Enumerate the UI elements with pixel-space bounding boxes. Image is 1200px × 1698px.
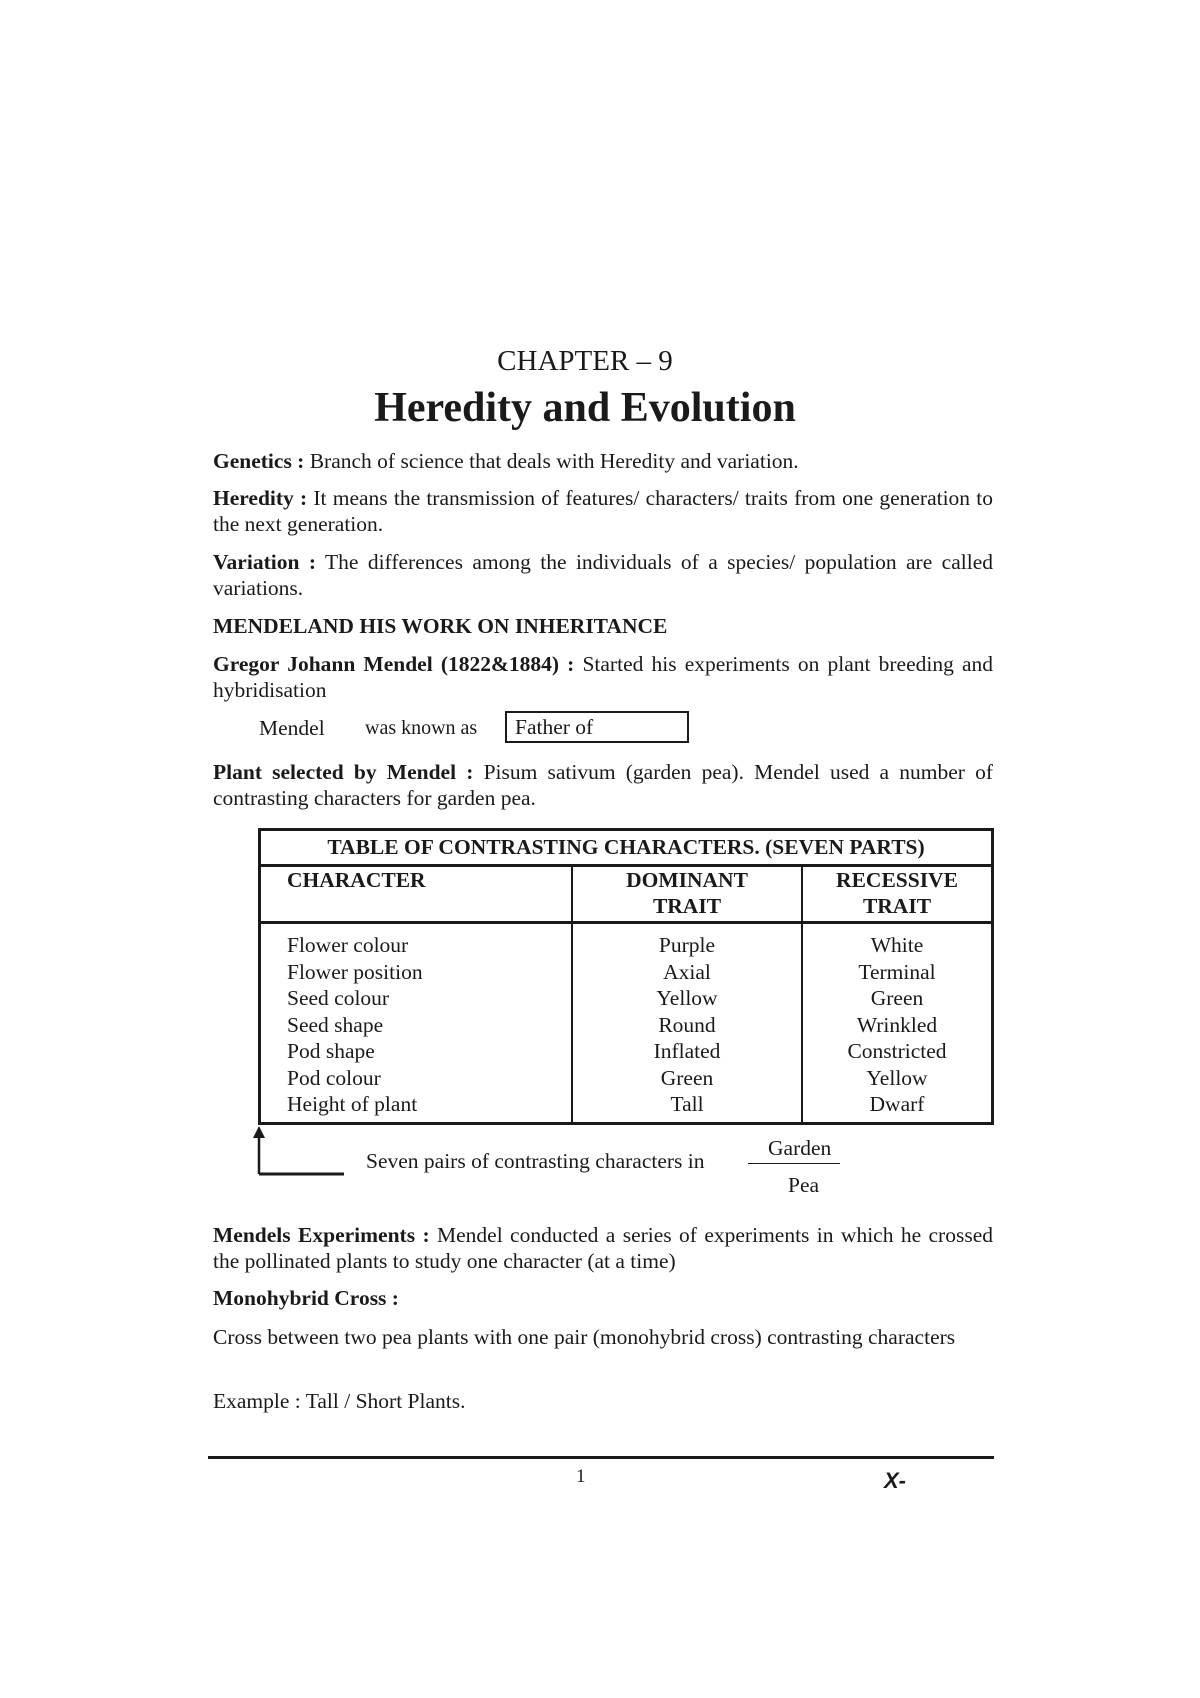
footer-rule xyxy=(208,1456,994,1459)
table-cell: Round xyxy=(658,1012,716,1037)
table-cell: Wrinkled xyxy=(856,1012,938,1037)
father-of-box: Father of xyxy=(505,711,689,743)
plant-term: Plant selected by Mendel : xyxy=(213,760,474,784)
mendel-paragraph xyxy=(213,651,993,703)
pea-text: Pea xyxy=(788,1173,820,1197)
table-cell: Yellow xyxy=(866,1065,928,1090)
chapter-label: CHAPTER – 9 xyxy=(497,345,673,377)
heredity-text: It means the transmission of features/ characters/ traits from one generation to the next generation. xyxy=(213,486,993,536)
table-cell: Purple xyxy=(658,933,716,957)
seven-pairs-text: Seven pairs of contrasting characters in xyxy=(366,1149,705,1173)
dominant-column xyxy=(572,923,802,1124)
header-line: TRAIT xyxy=(652,894,722,918)
mendel-text: Started his experiments on plant breeding and hybridisation xyxy=(213,652,993,702)
variation-text: The differences among the individuals of a species/ population are called variations. xyxy=(213,550,993,600)
experiments-paragraph xyxy=(213,1222,993,1274)
up-arrow-icon xyxy=(252,1126,352,1176)
plant-paragraph xyxy=(213,759,993,811)
heredity-definition xyxy=(213,485,993,537)
table-cell: Flower position xyxy=(287,959,423,984)
header-line: RECESSIVE xyxy=(836,868,958,892)
table-cell: Flower colour xyxy=(287,933,409,957)
table-cell: Seed shape xyxy=(287,1012,384,1037)
chapter-title: Heredity and Evolution xyxy=(374,385,796,431)
table-cell: Inflated xyxy=(653,1039,721,1063)
class-mark: X- xyxy=(884,1468,906,1493)
header-line: DOMINANT xyxy=(626,868,748,892)
page-number: 1 xyxy=(576,1466,586,1487)
table-cell: Yellow xyxy=(656,986,718,1010)
example-text: Example : Tall / Short Plants. xyxy=(213,1389,466,1413)
recessive-column xyxy=(802,923,993,1124)
header-recessive-trait xyxy=(802,866,993,923)
contrasting-characters-table xyxy=(258,828,994,1125)
table-cell: Dwarf xyxy=(869,1092,925,1116)
table-cell: Height of plant xyxy=(287,1092,418,1116)
table-cell: Constricted xyxy=(847,1039,947,1063)
experiments-term: Mendels Experiments : xyxy=(213,1223,430,1247)
table-cell: Pod colour xyxy=(287,1065,381,1090)
plant-text: Pisum sativum (garden pea). Mendel used a number of contrasting characters for garden pea. xyxy=(213,760,993,810)
variation-definition xyxy=(213,549,993,601)
mendel-name: Mendel xyxy=(259,716,325,740)
table-cell: Axial xyxy=(663,959,711,984)
monohybrid-heading: Monohybrid Cross : xyxy=(213,1286,399,1310)
genetics-term: Genetics : xyxy=(213,449,305,473)
header-line: CHARACTER xyxy=(287,868,426,892)
monohybrid-text: Cross between two pea plants with one pair (monohybrid cross) contrasting characters xyxy=(213,1325,956,1349)
garden-text: Garden xyxy=(768,1136,832,1160)
table-cell: Pod shape xyxy=(287,1039,375,1063)
table-cell: Green xyxy=(870,986,924,1010)
heredity-term: Heredity : xyxy=(213,486,308,510)
mendel-term: Gregor Johann Mendel (1822&1884) : xyxy=(213,652,575,676)
header-dominant-trait xyxy=(572,866,802,923)
fraction-line xyxy=(748,1163,840,1164)
table-caption: TABLE OF CONTRASTING CHARACTERS. (SEVEN PARTS) xyxy=(260,830,993,866)
known-as-text: was known as xyxy=(365,717,478,739)
character-column xyxy=(260,923,573,1124)
header-line: TRAIT xyxy=(862,894,932,918)
table-cell: Tall xyxy=(670,1092,704,1116)
section-heading: MENDELAND HIS WORK ON INHERITANCE xyxy=(213,614,668,638)
experiments-text: Mendel conducted a series of experiments in which he crossed the pollinated plants to study one character (at a time) xyxy=(213,1223,993,1273)
header-character xyxy=(260,866,573,923)
table-cell: Green xyxy=(660,1065,714,1090)
table-cell: White xyxy=(870,933,924,957)
variation-term: Variation : xyxy=(213,550,316,574)
genetics-text: Branch of science that deals with Heredity and variation. xyxy=(304,449,799,473)
table-cell: Seed colour xyxy=(287,986,390,1010)
genetics-definition xyxy=(213,448,993,474)
table-cell: Terminal xyxy=(858,959,936,984)
